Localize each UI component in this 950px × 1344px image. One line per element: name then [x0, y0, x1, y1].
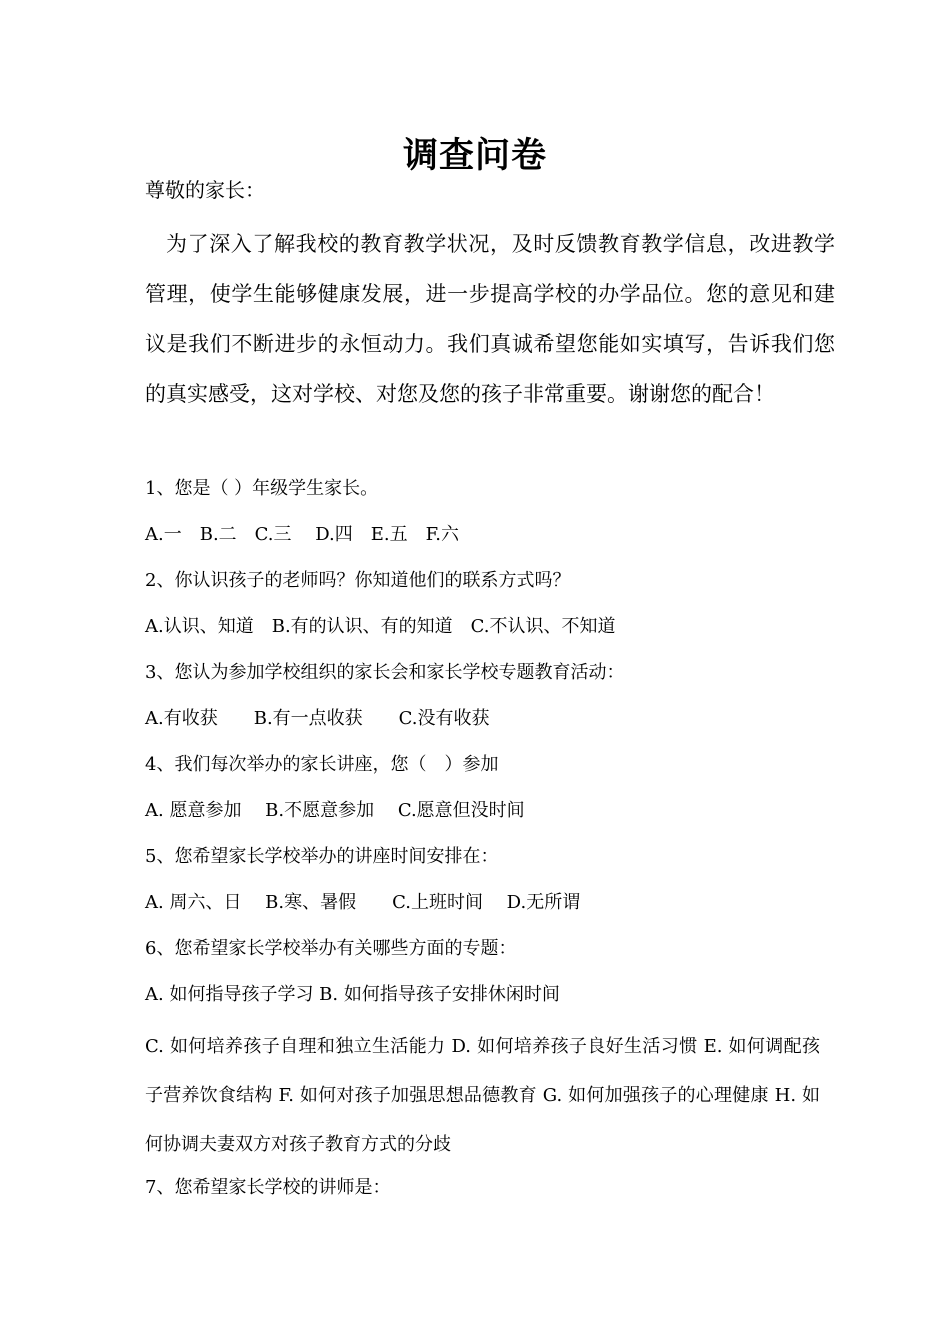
- question-6-more-options: C. 如何培养孩子自理和独立生活能力 D. 如何培养孩子良好生活习惯 E. 如何调配孩子营养饮食结构 F. 如何对孩子加强思想品德教育 G. 如何加强孩子的心理健康 H. 如何协调夫妻双方对孩子教育方式的分歧: [145, 1036, 820, 1155]
- intro-paragraph: 为了深入了解我校的教育教学状况，及时反馈教育教学信息，改进教学管理，使学生能够健康发展，进一步提高学校的办学品位。您的意见和建议是我们不断进步的永恒动力。我们真诚希望您能如实填写，告诉我们您的真实感受，这对学校、对您及您的孩子非常重要。谢谢您的配合！: [145, 232, 835, 406]
- question-4: 4、我们每次举办的家长讲座，您（ ）参加: [145, 754, 499, 775]
- greeting: 尊敬的家长：: [145, 178, 265, 202]
- question-6: 6、您希望家长学校举办有关哪些方面的专题：: [145, 938, 517, 959]
- question-5-options: A. 周六、日 B.寒、暑假 C.上班时间 D.无所谓: [145, 892, 581, 913]
- question-1: 1、您是（ ）年级学生家长。: [145, 478, 379, 499]
- question-1-options: A.一 B.二 C.三 D.四 E.五 F.六: [145, 524, 460, 545]
- document-title: 调查问卷: [402, 136, 547, 176]
- question-2: 2、你认识孩子的老师吗？你知道他们的联系方式吗？: [145, 570, 571, 591]
- question-2-options: A.认识、知道 B.有的认识、有的知道 C.不认识、不知道: [145, 616, 616, 637]
- question-3: 3、您认为参加学校组织的家长会和家长学校专题教育活动：: [145, 662, 625, 683]
- question-6-options: A. 如何指导孩子学习 B. 如何指导孩子安排休闲时间: [145, 984, 560, 1005]
- question-5: 5、您希望家长学校举办的讲座时间安排在：: [145, 846, 499, 867]
- question-4-options: A. 愿意参加 B.不愿意参加 C.愿意但没时间: [145, 800, 525, 821]
- question-3-options: A.有收获 B.有一点收获 C.没有收获: [145, 708, 490, 729]
- question-7: 7、您希望家长学校的讲师是：: [145, 1177, 391, 1198]
